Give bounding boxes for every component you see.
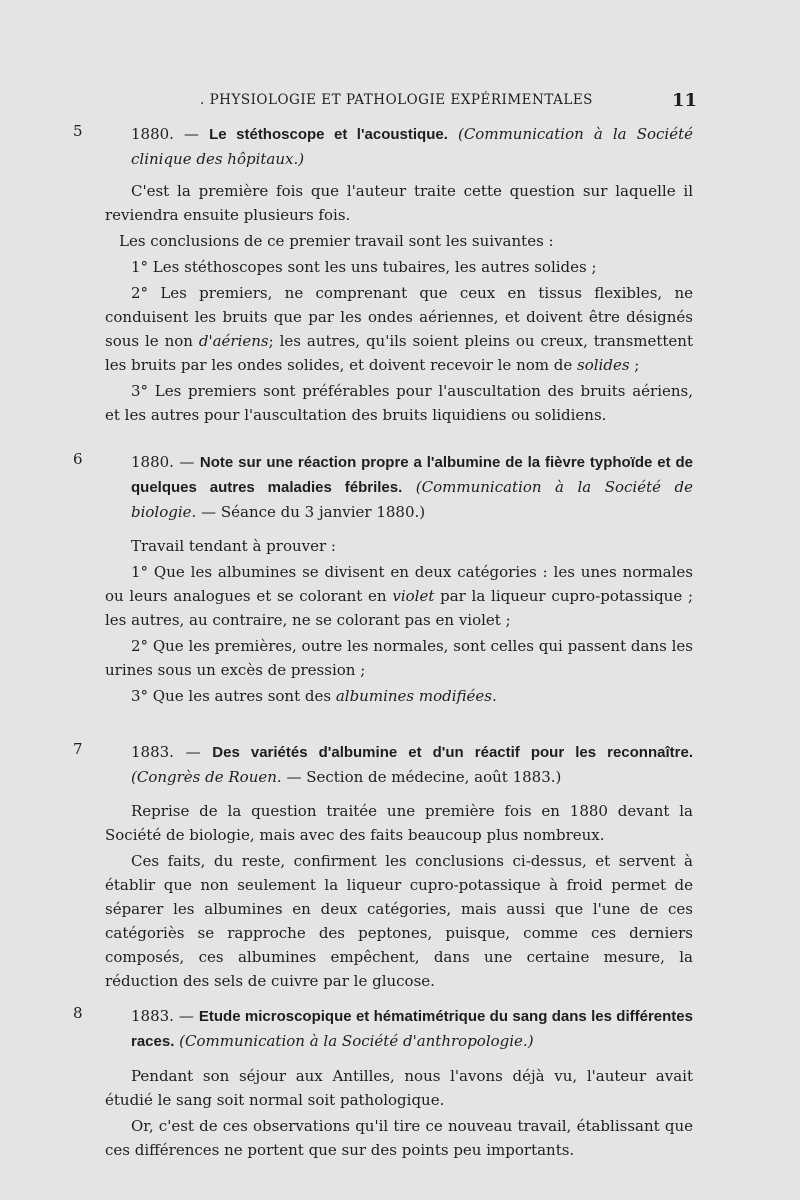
paragraph: Ces faits, du reste, confirment les conclusions ci-dessus, et servent à établir que non seulement la liqueur cupro-potassique à froid permet de séparer les albumines en deux catégories, mais aussi que l'une de ces catégoriès se rapproche des peptones, puisque, comme ces derniers composés, ces albumines empêchent, dans une certaine mesure, la réduction des sels de cuivre par le glucose. [105,852,693,990]
entry-source: (Communication à la Société d'anthropologie.) [174,1032,534,1050]
entry-title: Des variétés d'albumine et d'un réactif pour les reconnaître. [212,744,693,761]
paragraph-text: 2° Les premiers, ne comprenant que ceux en tissus flexibles, ne conduisent les bruits que par les ondes aériennes, et doivent être désignés sous le non [105,284,693,350]
paragraph-text: 3° Que les autres sont des [131,687,332,705]
entry-source: (Communication à la Société clinique des hôpitaux.) [131,125,694,168]
paragraph: Les conclusions de ce premier travail sont les suivantes : [119,232,554,250]
italic-term: albumines modifiées. [335,687,497,705]
running-title: . PHYSIOLOGIE ET PATHOLOGIE EXPÉRIMENTALES [200,92,593,108]
entry-heading [105,740,693,789]
entry-heading [105,122,693,171]
entry-dash: — [173,453,200,471]
bibliography-entry-6 [73,450,693,708]
entry-number: 7 [73,740,83,758]
entry-title: Etude microscopique et hématimétrique du sang dans les différentes races. [131,1008,693,1050]
paragraph: Pendant son séjour aux Antilles, nous l'avons déjà vu, l'auteur avait étudié le sang soit normal soit pathologique. [105,1067,693,1109]
entry-source: (Communication à la Société de biologie. [131,478,693,521]
entry-dash: — [173,125,210,143]
entry-dash: — [173,1007,199,1025]
paragraph: C'est la première fois que l'auteur traite cette question sur laquelle il reviendra ensuite plusieurs fois. [105,182,693,224]
paragraph-text: ; les autres, qu'ils soient pleins ou creux, transmettent les bruits par les ondes solides, et doivent recevoir le nom de [105,332,693,374]
entry-number: 5 [73,122,83,140]
bibliography-entry-7 [73,740,693,993]
paragraph-text: ; [629,356,640,374]
page-header [0,92,800,116]
bibliography-entry-8 [73,1004,693,1162]
entry-year: 1880. [131,453,174,471]
paragraph: 2° Que les premières, outre les normales, sont celles qui passent dans les urines sous un excès de pression ; [105,637,693,679]
paragraph: Travail tendant à prouver : [131,537,336,555]
entry-heading [105,1004,693,1054]
paragraph [105,281,693,377]
paragraph: 1° Les stéthoscopes sont les uns tubaires, les autres solides ; [131,258,597,276]
italic-term: solides [577,356,630,374]
entry-title: Le stéthoscope et l'acoustique. [209,126,448,143]
entry-source-tail: — Séance du 3 janvier 1880.) [196,503,426,521]
entry-dash: — [173,743,213,761]
bibliography-entry-5 [73,122,694,427]
entry-number: 8 [73,1004,83,1022]
entry-year: 1880. [131,125,174,143]
entry-source: (Congrès de Rouen. [131,768,282,786]
page-number: 11 [672,90,698,111]
entry-number: 6 [73,450,83,468]
italic-term: violet [392,587,435,605]
paragraph-text: 1° Que les albumines se divisent en deux catégories : les unes normales ou leurs analogues et se colorant en [105,563,693,605]
paragraph: Reprise de la question traitée une première fois en 1880 devant la Société de biologie, mais avec des faits beaucoup plus nombreux. [105,802,693,844]
paragraph-text: par la liqueur cupro-potassique ; les autres, au contraire, ne se colorant pas en violet ; [105,587,693,629]
entry-year: 1883. [131,743,174,761]
italic-term: d'aériens [198,332,269,350]
paragraph: Or, c'est de ces observations qu'il tire ce nouveau travail, établissant que ces différences ne portent que sur des points peu importants. [105,1117,693,1159]
paragraph: 3° Les premiers sont préférables pour l'auscultation des bruits aériens, et les autres pour l'auscultation des bruits liquidiens ou solidiens. [105,382,693,424]
entry-year: 1883. [131,1007,174,1025]
paragraph [105,684,693,708]
entry-source-tail: — Section de médecine, août 1883.) [281,768,562,786]
paragraph [105,560,693,632]
entry-title: Note sur une réaction propre a l'albumine de la fièvre typhoïde et de quelques autres maladies fébriles. [131,454,693,496]
entry-heading [105,450,693,524]
